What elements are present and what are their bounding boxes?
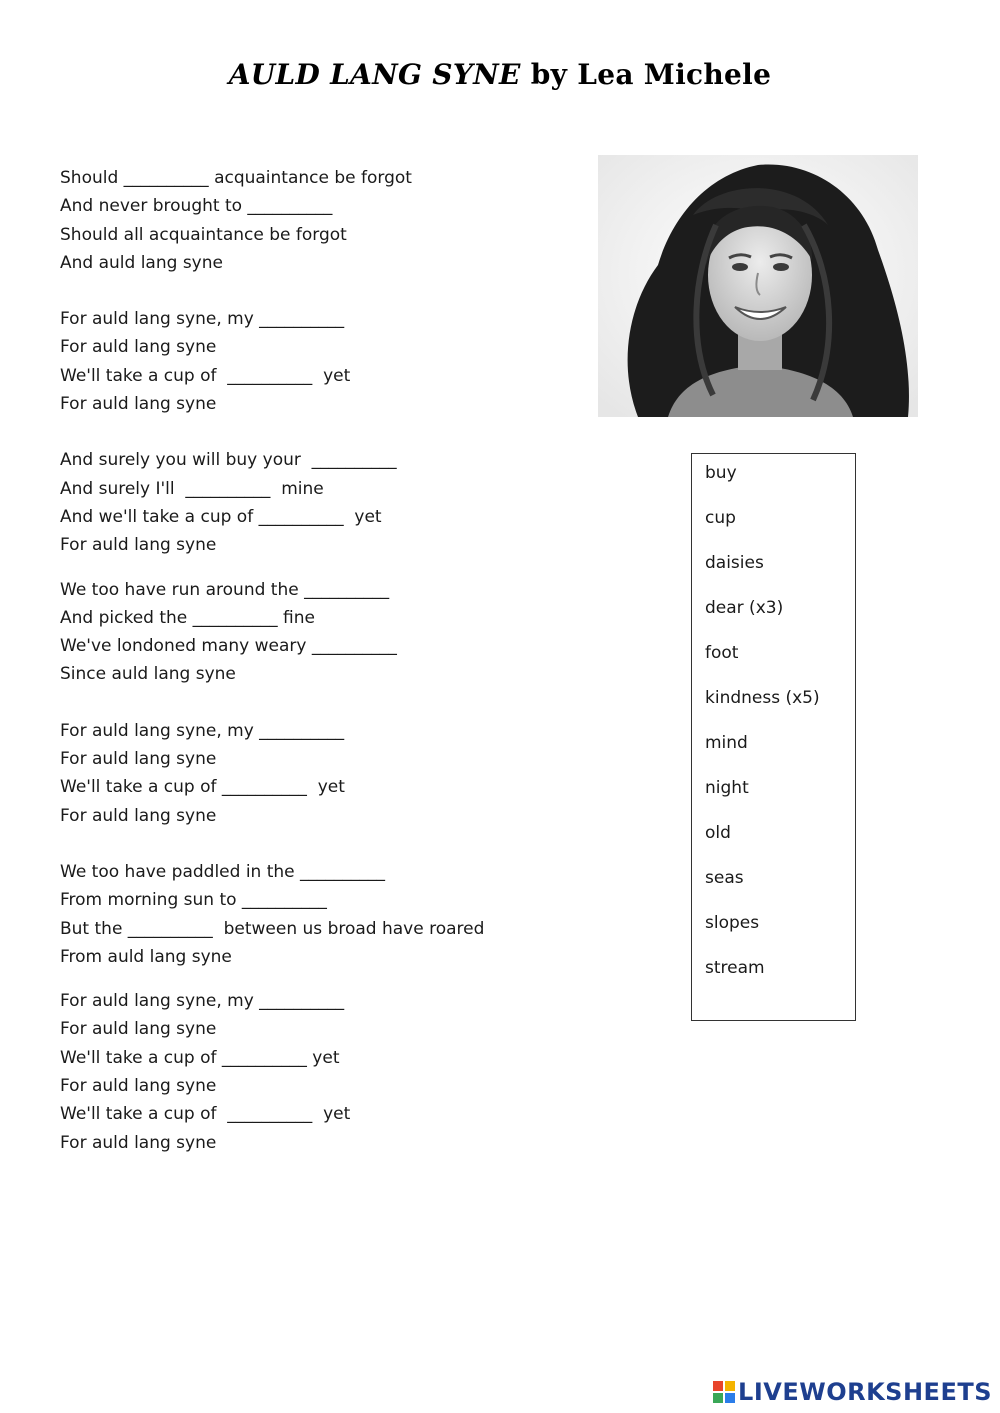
word-bank: [691, 453, 856, 1021]
lyric-line: Since auld lang syne: [60, 664, 236, 685]
word-bank-item: night: [705, 778, 749, 798]
lyric-line: And picked the __________ fine: [60, 607, 315, 628]
lyric-line: For auld lang syne: [60, 337, 217, 358]
lyric-line: For auld lang syne, my __________: [60, 720, 345, 741]
verse-6: [60, 858, 580, 971]
word-bank-item: old: [705, 823, 731, 843]
lyric-line: We too have paddled in the __________: [60, 861, 386, 882]
word-bank-item: dear (x3): [705, 598, 784, 618]
lyric-line: For auld lang syne: [60, 394, 217, 415]
word-bank-item: seas: [705, 868, 744, 888]
verse-7: [60, 987, 580, 1157]
portrait-illustration: [598, 155, 918, 417]
lyric-line: From morning sun to __________: [60, 890, 327, 911]
lyric-line: And surely I'll __________ mine: [60, 478, 324, 499]
page-title: [0, 58, 1000, 91]
verse-4: [60, 576, 580, 689]
lyric-line: And we'll take a cup of __________ yet: [60, 506, 382, 527]
word-bank-item: kindness (x5): [705, 688, 820, 708]
artist-photo: [598, 155, 918, 417]
lyric-line: We'll take a cup of __________ yet: [60, 1104, 351, 1125]
lyric-line: But the __________ between us broad have roared: [60, 918, 485, 939]
lyric-line: We'll take a cup of __________ yet: [60, 1047, 340, 1068]
lyric-line: Should __________ acquaintance be forgot: [60, 168, 412, 188]
word-bank-item: buy: [705, 463, 737, 483]
lyric-line: For auld lang syne, my __________: [60, 309, 345, 330]
lyric-line: We too have run around the __________: [60, 579, 390, 600]
lyric-line: We'll take a cup of __________ yet: [60, 365, 351, 386]
word-bank-item: foot: [705, 643, 739, 663]
lyric-line: And never brought to __________: [60, 196, 333, 217]
lyric-line: For auld lang syne, my __________: [60, 991, 345, 1012]
lyric-line: For auld lang syne: [60, 1019, 217, 1040]
lyric-line: From auld lang syne: [60, 946, 232, 967]
lyric-line: And surely you will buy your __________: [60, 450, 397, 471]
word-bank-item: stream: [705, 958, 765, 978]
lyrics: [60, 164, 580, 1157]
liveworksheets-logo[interactable]: [713, 1379, 992, 1405]
lyric-line: We'll take a cup of __________ yet: [60, 777, 345, 798]
lyric-line: For auld lang syne: [60, 805, 217, 826]
lyric-line: Should all acquaintance be forgot: [60, 224, 347, 245]
song-title: AULD LANG SYNE: [228, 58, 521, 91]
word-bank-item: mind: [705, 733, 748, 753]
lyric-line: For auld lang syne: [60, 1076, 217, 1097]
lyric-line: And auld lang syne: [60, 252, 223, 273]
lyric-line: For auld lang syne: [60, 1132, 217, 1153]
lyric-line: For auld lang syne: [60, 749, 217, 770]
verse-3: [60, 446, 580, 559]
verse-1: [60, 164, 580, 277]
logo-text: LIVEWORKSHEETS: [738, 1378, 992, 1406]
word-bank-item: daisies: [705, 553, 764, 573]
verse-2: [60, 305, 580, 418]
artist-name: by Lea Michele: [530, 58, 772, 91]
logo-icon: [713, 1381, 735, 1403]
lyric-line: We've londoned many weary __________: [60, 636, 397, 657]
lyric-line: For auld lang syne: [60, 535, 217, 556]
word-bank-item: cup: [705, 508, 736, 528]
verse-5: [60, 717, 580, 830]
word-bank-item: slopes: [705, 913, 760, 933]
